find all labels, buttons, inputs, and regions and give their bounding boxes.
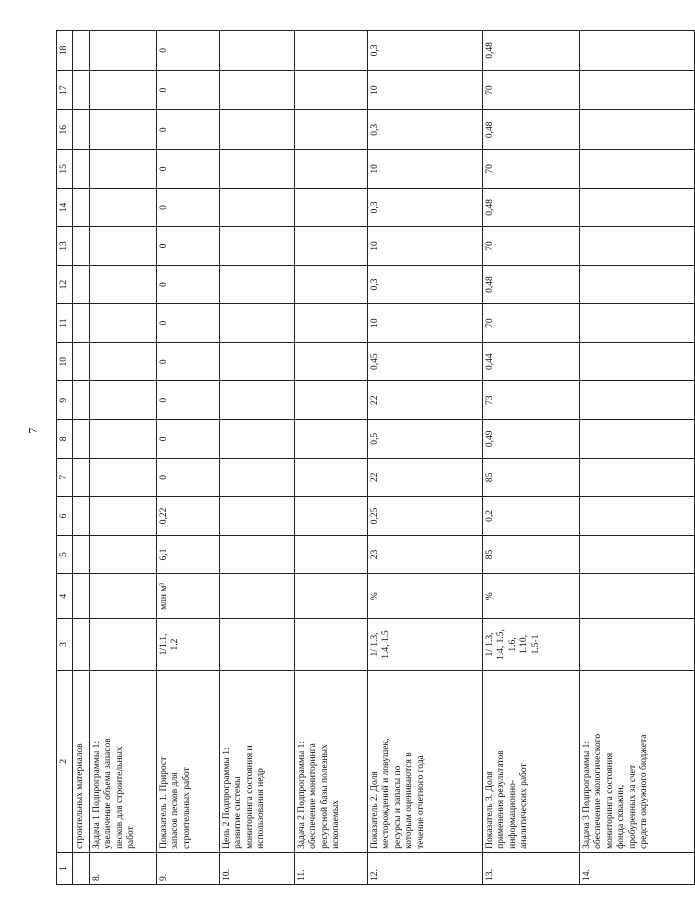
header-cell-2: 2 xyxy=(57,670,73,852)
table-cell: 85 xyxy=(483,535,580,574)
empty-cell xyxy=(73,381,90,420)
row-description: Цель 2 Подпрограммы 1: развитие системы мониторинга состояния и использования недр xyxy=(220,670,295,852)
header-cell-15: 15 xyxy=(57,150,73,189)
table-cell xyxy=(220,535,295,574)
table-cell: 0,44 xyxy=(483,342,580,381)
empty-cell xyxy=(73,110,90,150)
table-cell xyxy=(580,31,695,71)
row-number: 14. xyxy=(580,852,695,884)
header-cell-12: 12 xyxy=(57,265,73,304)
table-cell xyxy=(90,70,157,110)
table-cell: 0,2 xyxy=(483,497,580,536)
table-cell xyxy=(220,619,295,670)
table-cell: 0 xyxy=(157,304,220,343)
table-cell: 0 xyxy=(157,188,220,227)
table-cell xyxy=(220,70,295,110)
table-cell: 1/1.1, 1.2 xyxy=(157,619,220,670)
header-cell-5: 5 xyxy=(57,535,73,574)
row-description: Показатель 2. Доля месторождений и ловушек, ресурсы и запасы по которым оцениваются в течение отчетного года xyxy=(368,670,483,852)
table-cell: 0,3 xyxy=(368,31,483,71)
table-row xyxy=(220,31,295,885)
table-cell: 0,48 xyxy=(483,188,580,227)
row-description: Задача 1 Подпрограммы 1: увеличение объема запасов песков для строительных работ xyxy=(90,670,157,852)
header-cell-16: 16 xyxy=(57,110,73,150)
table-row xyxy=(295,31,368,885)
table-cell: 22 xyxy=(368,458,483,497)
table-cell: 0 xyxy=(157,227,220,266)
table-cell xyxy=(220,304,295,343)
empty-cell xyxy=(73,227,90,266)
table-cell: 23 xyxy=(368,535,483,574)
header-cell-8: 8 xyxy=(57,420,73,459)
row-description: Задача 3 Подпрограммы 1: обеспечение экологического мониторинга состояния фонда скважин, пробуренных за счет средств окружного бюджета xyxy=(580,670,695,852)
table-cell: % xyxy=(368,574,483,619)
rotated-table-container xyxy=(56,30,649,885)
header-cell-7: 7 xyxy=(57,458,73,497)
empty-cell xyxy=(73,188,90,227)
table-cell xyxy=(220,497,295,536)
table-cell xyxy=(295,304,368,343)
table-cell: 10 xyxy=(368,304,483,343)
table-cell: млн м³ xyxy=(157,574,220,619)
table-cell xyxy=(90,381,157,420)
table-cell xyxy=(90,31,157,71)
table-cell xyxy=(580,265,695,304)
table-cell xyxy=(580,619,695,670)
table-row xyxy=(580,31,695,885)
table-cell xyxy=(295,110,368,150)
table-cell xyxy=(580,535,695,574)
continuation-row xyxy=(73,31,90,885)
table-cell xyxy=(580,188,695,227)
table-cell: 70 xyxy=(483,70,580,110)
header-cell-10: 10 xyxy=(57,342,73,381)
table-cell: 0 xyxy=(157,265,220,304)
table-cell xyxy=(295,458,368,497)
header-cell-4: 4 xyxy=(57,574,73,619)
table-cell xyxy=(220,342,295,381)
table-cell xyxy=(90,150,157,189)
table-cell xyxy=(90,497,157,536)
table-cell: 0 xyxy=(157,381,220,420)
table-cell: 0,49 xyxy=(483,420,580,459)
table-cell xyxy=(580,497,695,536)
table-cell xyxy=(295,31,368,71)
table-cell xyxy=(220,574,295,619)
table-cell: 0,22 xyxy=(157,497,220,536)
empty-cell xyxy=(73,420,90,459)
table-cell xyxy=(580,574,695,619)
table-cell xyxy=(295,188,368,227)
table-cell xyxy=(220,458,295,497)
table-cell: 0,5 xyxy=(368,420,483,459)
header-cell-18: 18 xyxy=(57,31,73,71)
row-number: 12. xyxy=(368,852,483,884)
table-row xyxy=(157,31,220,885)
table-cell xyxy=(220,265,295,304)
row-description: Показатель 3. Доля применения результатов информационно- аналитических работ xyxy=(483,670,580,852)
table-cell xyxy=(295,535,368,574)
table-cell xyxy=(295,381,368,420)
table-cell xyxy=(580,304,695,343)
table-cell: 1/ 1.3, 1.4, 1.5 xyxy=(368,619,483,670)
header-row xyxy=(57,31,73,885)
table-cell xyxy=(295,420,368,459)
table-cell: 10 xyxy=(368,70,483,110)
table-cell: 0,48 xyxy=(483,265,580,304)
table-cell xyxy=(580,420,695,459)
table-cell: 0 xyxy=(157,420,220,459)
continuation-text: строительных материалов xyxy=(73,670,90,852)
table-cell xyxy=(580,342,695,381)
table-cell: 1/ 1.3, 1.4, 1.5, 1.6, 1.10, 1.5-1 xyxy=(483,619,580,670)
table-cell xyxy=(220,381,295,420)
table-cell xyxy=(295,150,368,189)
row-number: 10. xyxy=(220,852,295,884)
empty-cell xyxy=(73,497,90,536)
header-cell-3: 3 xyxy=(57,619,73,670)
table-cell xyxy=(90,188,157,227)
row-number: 9. xyxy=(157,852,220,884)
table-row xyxy=(90,31,157,885)
header-cell-9: 9 xyxy=(57,381,73,420)
table-row xyxy=(483,31,580,885)
table-cell xyxy=(580,381,695,420)
row-number: 11. xyxy=(295,852,368,884)
table-cell xyxy=(295,70,368,110)
table-cell: 0,25 xyxy=(368,497,483,536)
empty-cell xyxy=(73,619,90,670)
table-cell xyxy=(295,265,368,304)
table-cell: 6,1 xyxy=(157,535,220,574)
table-cell: 0,45 xyxy=(368,342,483,381)
table-cell: 0,48 xyxy=(483,110,580,150)
table-cell: 0,3 xyxy=(368,110,483,150)
row-number: 8. xyxy=(90,852,157,884)
table-cell xyxy=(90,574,157,619)
table-cell: % xyxy=(483,574,580,619)
table-cell xyxy=(580,150,695,189)
table-cell xyxy=(295,497,368,536)
row-number: 13. xyxy=(483,852,580,884)
header-cell-6: 6 xyxy=(57,497,73,536)
header-cell-14: 14 xyxy=(57,188,73,227)
table-cell: 73 xyxy=(483,381,580,420)
header-cell-17: 17 xyxy=(57,70,73,110)
table-cell xyxy=(90,304,157,343)
table-cell xyxy=(295,227,368,266)
empty-cell xyxy=(73,31,90,71)
empty-cell xyxy=(73,265,90,304)
table-cell xyxy=(580,110,695,150)
header-cell-11: 11 xyxy=(57,304,73,343)
table-cell: 0,3 xyxy=(368,265,483,304)
table-cell: 0 xyxy=(157,110,220,150)
empty-cell xyxy=(73,535,90,574)
empty-cell xyxy=(73,574,90,619)
empty-cell xyxy=(73,304,90,343)
table-cell: 0 xyxy=(157,31,220,71)
table-cell xyxy=(220,31,295,71)
table-cell xyxy=(90,420,157,459)
table-row xyxy=(368,31,483,885)
empty-cell xyxy=(73,458,90,497)
table-cell xyxy=(220,188,295,227)
table-cell: 0 xyxy=(157,458,220,497)
table-cell: 0,48 xyxy=(483,31,580,71)
table-cell xyxy=(220,150,295,189)
empty-cell xyxy=(73,150,90,189)
empty-cell xyxy=(73,342,90,381)
header-cell-13: 13 xyxy=(57,227,73,266)
row-description: Показатель 1. Прирост запасов песков для строительных работ xyxy=(157,670,220,852)
table-cell: 0 xyxy=(157,150,220,189)
table-cell: 70 xyxy=(483,304,580,343)
table-cell: 0 xyxy=(157,70,220,110)
table-cell xyxy=(90,458,157,497)
table-body xyxy=(57,31,695,885)
table-cell xyxy=(90,535,157,574)
table-cell: 70 xyxy=(483,150,580,189)
table-cell: 0,3 xyxy=(368,188,483,227)
table-cell: 70 xyxy=(483,227,580,266)
table-cell xyxy=(220,110,295,150)
table-cell: 10 xyxy=(368,227,483,266)
table-cell xyxy=(580,227,695,266)
table-cell: 0 xyxy=(157,342,220,381)
page-number: 7 xyxy=(25,427,40,434)
table-cell xyxy=(220,420,295,459)
empty-cell xyxy=(73,70,90,110)
table-cell xyxy=(90,619,157,670)
table-cell xyxy=(220,227,295,266)
table-cell xyxy=(90,110,157,150)
table-cell xyxy=(90,227,157,266)
table-cell xyxy=(90,342,157,381)
table-cell: 85 xyxy=(483,458,580,497)
table-cell xyxy=(295,342,368,381)
table-cell xyxy=(580,458,695,497)
table-cell: 10 xyxy=(368,150,483,189)
table-cell xyxy=(580,70,695,110)
empty-cell xyxy=(73,852,90,884)
table-cell: 22 xyxy=(368,381,483,420)
indicators-table xyxy=(56,30,695,885)
table-cell xyxy=(295,619,368,670)
row-description: Задача 2 Подпрограммы 1: обеспечение мониторинга ресурсной базы полезных ископаемых xyxy=(295,670,368,852)
table-cell xyxy=(90,265,157,304)
header-cell-1: 1 xyxy=(57,852,73,884)
table-cell xyxy=(295,574,368,619)
